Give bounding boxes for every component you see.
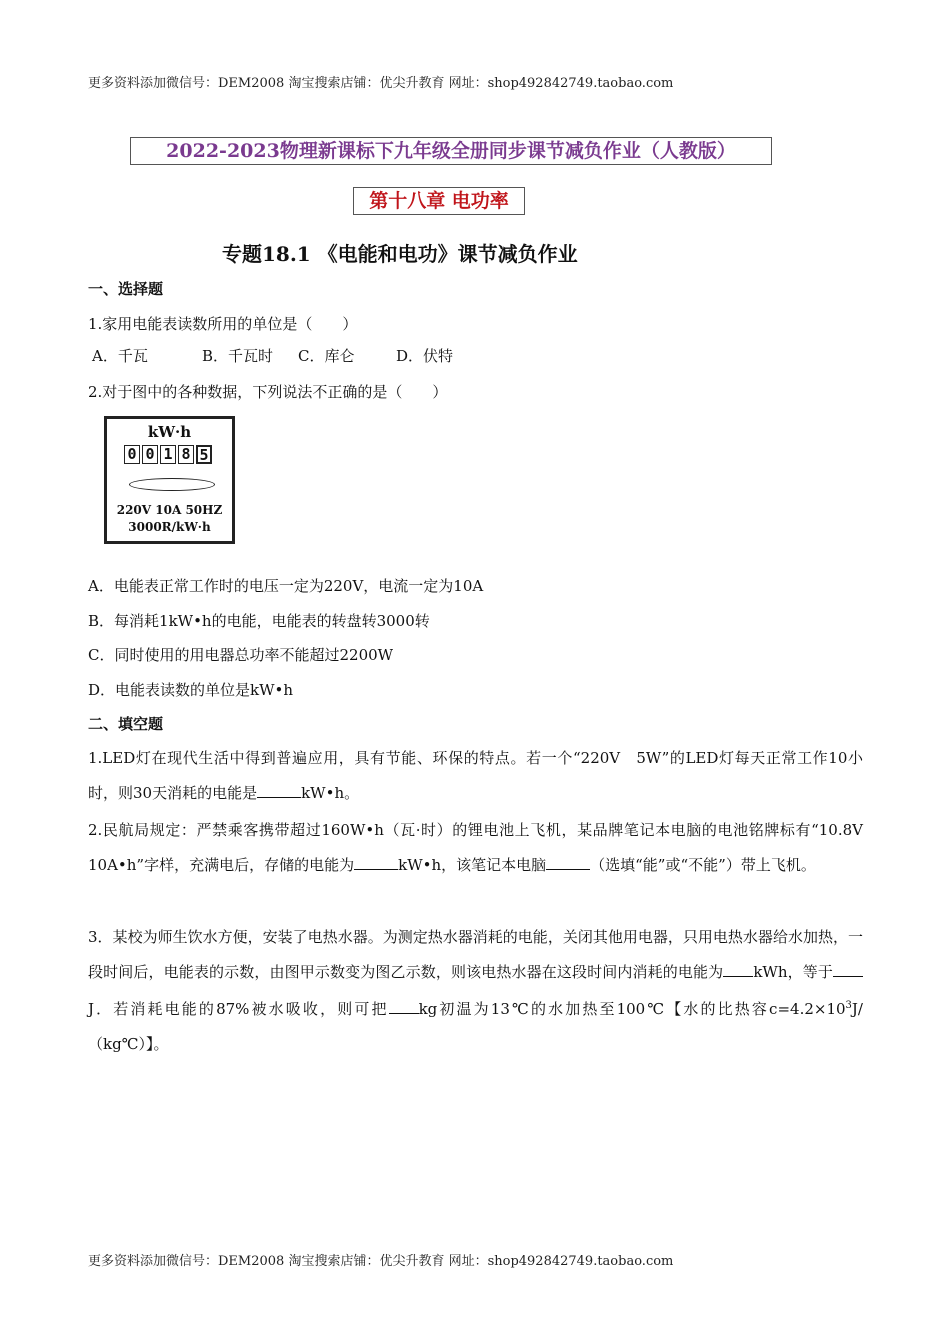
chapter-title: 第十八章 电功率 <box>353 187 525 215</box>
meter-unit: kW·h <box>147 423 192 441</box>
question-2-option-c: C．同时使用的用电器总功率不能超过2200W <box>88 646 394 664</box>
question-2-option-a: A．电能表正常工作时的电压一定为220V，电流一定为10A <box>88 577 484 595</box>
fill-3-text-b: J．若消耗电能的87%被水吸收，则可把 <box>88 1000 389 1018</box>
question-1-options <box>92 345 453 366</box>
topic-title: 专题18.1 《电能和电功》课节减负作业 <box>222 242 578 266</box>
fill-1-text: 1.LED灯在现代生活中得到普遍应用，具有节能、环保的特点。若一个“220V 5W”的LED灯每天正常工作10小时，则30天消耗的电能是 <box>88 749 863 802</box>
meter-disc-window <box>129 478 215 491</box>
fill-question-2 <box>88 813 879 882</box>
page-header: 更多资料添加微信号：DEM2008 淘宝搜索店铺：优尖升教育 网址：shop492842749.taobao.com <box>88 76 674 91</box>
question-1-stem: 1.家用电能表读数所用的单位是（ ） <box>88 315 358 333</box>
answer-blank[interactable] <box>546 869 590 870</box>
document-title: 2022-2023物理新课标下九年级全册同步课节减负作业（人教版） <box>130 137 772 165</box>
meter-digit: 1 <box>160 445 176 464</box>
option-c: C．库仑 <box>298 347 355 365</box>
fill-3-text: 3．某校为师生饮水方便，安装了电热水器。为测定热水器消耗的电能，关闭其他用电器，只用电热水器给水加热，一段时间后，电能表的示数，由图甲示数变为图乙示数，则该电热水器在这段时间内消耗的电能为 <box>88 928 863 981</box>
fill-question-1 <box>88 741 863 810</box>
option-a: A．千瓦 <box>92 347 148 365</box>
section-fill-heading: 二、填空题 <box>88 715 164 733</box>
answer-blank[interactable] <box>833 976 863 977</box>
fill-1-text-end: kW•h。 <box>301 783 360 802</box>
fill-3-text-a: kWh，等于 <box>753 962 833 981</box>
fill-2-text: 2.民航局规定：严禁乘客携带超过160W•h（瓦·时）的锂电池上飞机，某品牌笔记本电脑的电池铭牌标有“10.8V 10A•h”字样，充满电后，存储的电能为 <box>88 821 879 874</box>
page-footer: 更多资料添加微信号：DEM2008 淘宝搜索店铺：优尖升教育 网址：shop492842749.taobao.com <box>88 1254 674 1269</box>
option-b: B．千瓦时 <box>202 347 274 365</box>
meter-rating: 220V 10A 50HZ <box>116 503 223 517</box>
question-2-stem: 2.对于图中的各种数据，下列说法不正确的是（ ） <box>88 383 448 401</box>
meter-digits <box>124 445 214 464</box>
option-d: D．伏特 <box>396 347 454 365</box>
answer-blank[interactable] <box>723 976 753 977</box>
fill-2-text-mid: kW•h，该笔记本电脑 <box>398 855 547 874</box>
meter-digit: 5 <box>196 445 212 464</box>
fill-2-text-end: （选填“能”或“不能”）带上飞机。 <box>590 855 816 874</box>
answer-blank[interactable] <box>389 1013 419 1014</box>
fill-question-3 <box>88 920 863 1061</box>
meter-digit: 0 <box>142 445 158 464</box>
section-choice-heading: 一、选择题 <box>88 280 164 298</box>
meter-digit: 0 <box>124 445 140 464</box>
answer-blank[interactable] <box>354 869 398 870</box>
fill-3-text-c: kg初温为13℃的水加热至100℃【水的比热容c=4.2×10 <box>418 1000 846 1018</box>
exponent: 3 <box>845 1000 852 1011</box>
question-2-option-b: B．每消耗1kW•h的电能，电能表的转盘转3000转 <box>88 612 430 630</box>
question-2-option-d: D．电能表读数的单位是kW•h <box>88 681 294 699</box>
meter-digit: 8 <box>178 445 194 464</box>
electricity-meter-figure <box>104 416 235 544</box>
answer-blank[interactable] <box>257 797 301 798</box>
meter-constant: 3000R/kW·h <box>128 520 211 534</box>
fill-3-text-end: J/（kg℃）】。 <box>88 1000 863 1053</box>
